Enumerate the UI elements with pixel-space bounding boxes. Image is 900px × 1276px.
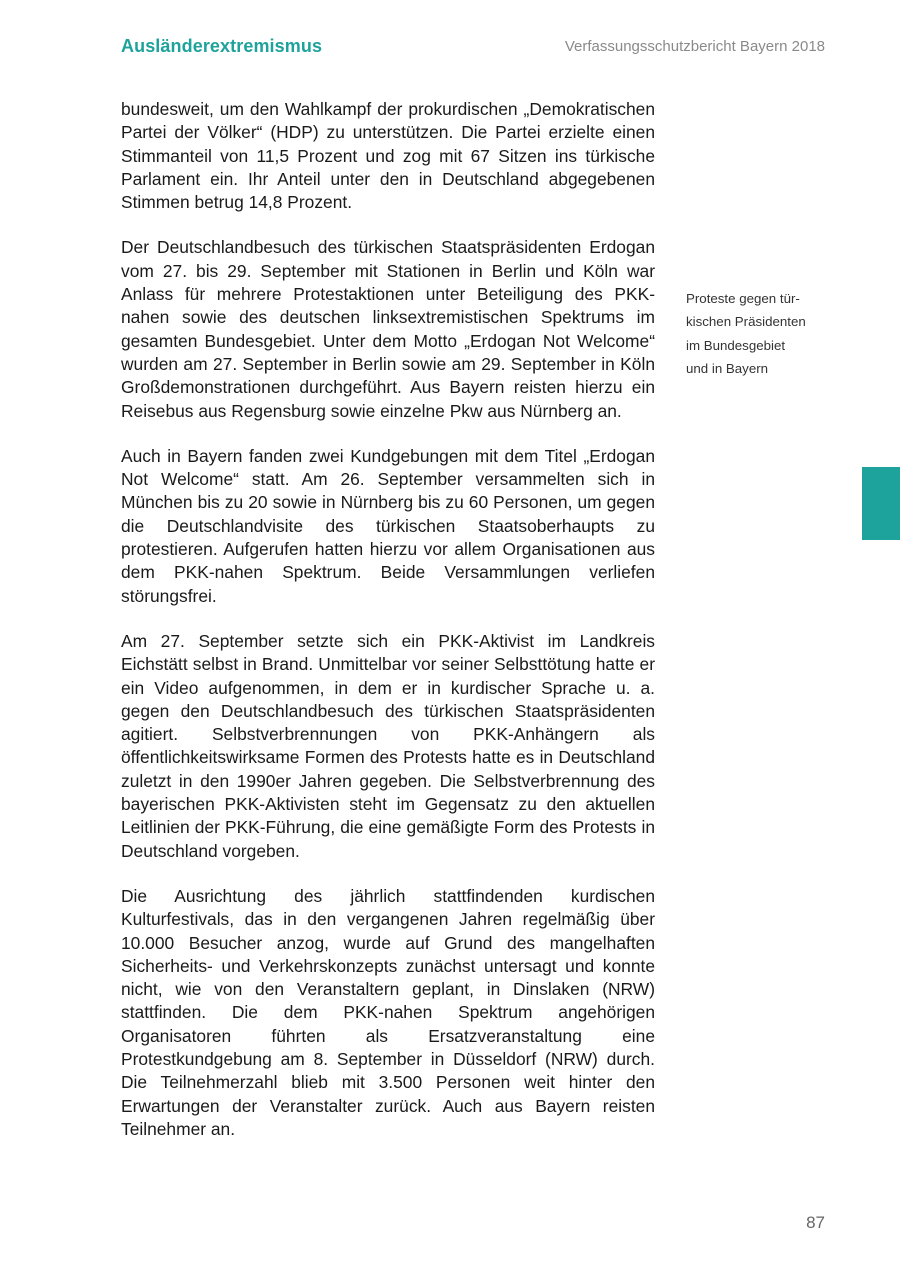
margin-note-line: im Bundesgebiet bbox=[686, 337, 786, 353]
margin-note-line: kischen Präsidenten bbox=[686, 314, 806, 330]
paragraph-2: Der Deutschlandbesuch des türkischen Staatspräsidenten Erdogan vom 27. bis 29. September mit Stationen in Berlin und Köln war Anlass für mehrere Protestaktionen unter Beteiligung des PKK-nahen sowie des deutschen linksextremistischen Spektrums im gesamten Bundesgebiet. Unter dem Motto „Erdogan Not Welcome“ wurden am 27. September in Berlin sowie am 29. September in Köln Großdemonstrationen durchgeführt. Aus Bayern reisten hierzu ein Reisebus aus Regensburg sowie einzelne Pkw aus Nürnberg an. bbox=[121, 237, 655, 421]
margin-note-line: Proteste gegen tür- bbox=[686, 291, 800, 306]
paragraph-3: Auch in Bayern fanden zwei Kundgebungen mit dem Titel „Erdogan Not Welcome“ statt. Am 26. September versammelten sich in München bis zu 20 sowie in Nürnberg bis zu 60 Personen, um gegen die Deutschlandvisite des türkischen Staatsoberhaupts zu protestieren. Aufgerufen hatten hierzu vor allem Organisationen aus dem PKK-nahen Spektrum. Beide Versammlungen verliefen störungsfrei. bbox=[121, 445, 655, 606]
body-text bbox=[121, 98, 655, 1163]
page-number: 87 bbox=[806, 1213, 825, 1232]
report-title: Verfassungsschutzbericht Bayern 2018 bbox=[564, 38, 825, 55]
chapter-tab-marker bbox=[862, 467, 900, 540]
margin-note bbox=[686, 287, 836, 380]
margin-note-line: und in Bayern bbox=[686, 360, 769, 376]
paragraph-1: bundesweit, um den Wahlkampf der prokurdischen „Demokratischen Partei der Völker“ (HDP) zu unterstützen. Die Partei erzielte einen Stimmanteil von 11,5 Prozent und zog mit 67 Sitzen ins türkische Parlament ein. Ihr Anteil unter den in Deutschland abgegebenen Stimmen betrug 14,8 Prozent. bbox=[121, 99, 655, 213]
paragraph-4: Am 27. September setzte sich ein PKK-Aktivist im Landkreis Eichstätt selbst in Brand. Unmittelbar vor seiner Selbsttötung hatte er ein Video aufgenommen, in dem er in kurdischer Sprache u. a. gegen den Deutschlandbesuch des türkischen Staatspräsidenten agitiert. Selbstverbrennungen von PKK-Anhängern als öffentlichkeitswirksame Formen des Protests hatte es in Deutschland zuletzt in den 1990er Jahren gegeben. Die Selbstverbrennung des bayerischen PKK-Aktivisten steht im Gegensatz zu den aktuellen Leitlinien der PKK-Führung, die eine gemäßigte Form des Protests in Deutschland vorgeben. bbox=[121, 630, 655, 861]
section-title: Ausländerextremismus bbox=[121, 36, 323, 56]
paragraph-5: Die Ausrichtung des jährlich stattfindenden kurdischen Kulturfestivals, das in den vergangenen Jahren regelmäßig über 10.000 Besucher anzog, wurde auf Grund des mangelhaften Sicherheits- und Verkehrskonzepts zunächst untersagt und konnte nicht, wie von den Veranstaltern geplant, in Dinslaken (NRW) stattfinden. Die dem PKK-nahen Spektrum angehörigen Organisatoren führten als Ersatzveranstaltung eine Protestkundgebung am 8. September in Düsseldorf (NRW) durch. Die Teilnehmerzahl blieb mit 3.500 Personen weit hinter den Erwartungen der Veranstalter zurück. Auch aus Bayern reisten Teilnehmer an. bbox=[121, 885, 655, 1139]
